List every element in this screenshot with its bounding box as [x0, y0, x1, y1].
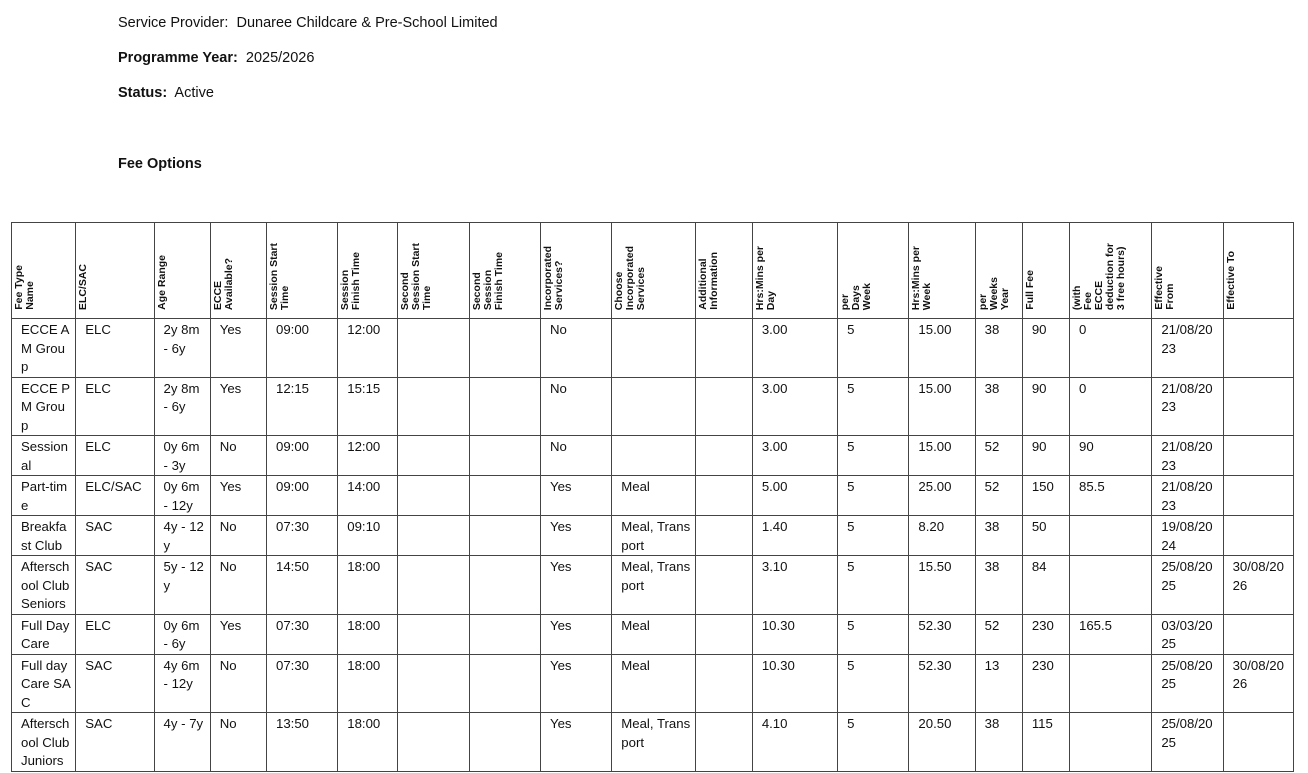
table-cell: 90: [1022, 377, 1069, 436]
column-header-label: per Days Week: [839, 282, 874, 310]
table-cell: [469, 556, 540, 615]
status-value: Active: [174, 85, 214, 101]
table-cell: [1223, 516, 1293, 556]
column-header-label: Hrs:Mins per Week: [910, 245, 934, 310]
table-cell: 8.20: [909, 516, 975, 556]
header-row: [12, 223, 1294, 319]
table-cell: 90: [1070, 436, 1152, 476]
table-cell: No: [210, 436, 266, 476]
table-cell: 0y 6m - 12y: [154, 476, 210, 516]
table-cell: 25.00: [909, 476, 975, 516]
table-cell: 2y 8m - 6y: [154, 319, 210, 378]
column-header: [210, 223, 266, 319]
table-cell: Yes: [210, 377, 266, 436]
table-cell: ELC: [76, 377, 154, 436]
table-cell: Yes: [541, 556, 612, 615]
table-cell: 52: [975, 614, 1022, 654]
table-cell: [695, 436, 752, 476]
table-cell: 90: [1022, 436, 1069, 476]
table-cell: [469, 319, 540, 378]
table-row: [12, 377, 1294, 436]
provider-label: Service Provider:: [118, 15, 229, 31]
table-cell: 09:00: [266, 476, 337, 516]
table-row: [12, 614, 1294, 654]
column-header-label: Session Finish Time: [339, 251, 363, 310]
status-line: [118, 85, 214, 101]
column-header-label: Second Session Finish Time: [470, 251, 505, 310]
table-cell: [398, 654, 469, 713]
fee-options-table: [11, 222, 1294, 772]
column-header: [266, 223, 337, 319]
table-cell: SAC: [76, 713, 154, 772]
table-cell: 09:10: [338, 516, 398, 556]
table-cell: 4.10: [752, 713, 837, 772]
table-row: [12, 319, 1294, 378]
table-cell: 90: [1022, 319, 1069, 378]
table-row: [12, 436, 1294, 476]
table-cell: 12:15: [266, 377, 337, 436]
table-cell: [612, 319, 695, 378]
table-cell: 150: [1022, 476, 1069, 516]
table-cell: [398, 713, 469, 772]
table-cell: Meal, Transport: [612, 713, 695, 772]
table-cell: ELC: [76, 436, 154, 476]
table-cell: [398, 556, 469, 615]
table-cell: 38: [975, 319, 1022, 378]
table-cell: 12:00: [338, 436, 398, 476]
table-cell: Yes: [210, 476, 266, 516]
table-cell: [1070, 556, 1152, 615]
table-cell: No: [210, 516, 266, 556]
table-cell: 165.5: [1070, 614, 1152, 654]
column-header-label: Fee Type Name: [13, 265, 36, 310]
table-cell: 13:50: [266, 713, 337, 772]
table-cell: 5: [838, 713, 909, 772]
table-cell: 07:30: [266, 614, 337, 654]
table-cell: 0y 6m - 3y: [154, 436, 210, 476]
column-header: [838, 223, 909, 319]
table-cell: 21/08/2023: [1152, 476, 1223, 516]
table-cell: Yes: [541, 654, 612, 713]
table-cell: [469, 516, 540, 556]
table-cell: Sessional: [12, 436, 76, 476]
table-cell: No: [210, 713, 266, 772]
table-cell: Afterschool Club Juniors: [12, 713, 76, 772]
table-cell: [695, 713, 752, 772]
table-cell: 21/08/2023: [1152, 319, 1223, 378]
table-cell: 0: [1070, 377, 1152, 436]
column-header-label: Additional Information: [696, 252, 720, 310]
table-cell: 25/08/2025: [1152, 556, 1223, 615]
table-cell: 3.10: [752, 556, 837, 615]
column-header-label: Full Fee: [1023, 270, 1036, 310]
table-cell: 21/08/2023: [1152, 377, 1223, 436]
table-cell: No: [210, 556, 266, 615]
table-cell: 07:30: [266, 516, 337, 556]
table-body: [12, 319, 1294, 772]
table-cell: 38: [975, 556, 1022, 615]
column-header: [752, 223, 837, 319]
table-cell: Yes: [210, 319, 266, 378]
status-label: Status:: [118, 85, 168, 101]
service-provider-line: [118, 15, 498, 31]
table-cell: 5: [838, 556, 909, 615]
table-cell: 3.00: [752, 436, 837, 476]
table-cell: 18:00: [338, 556, 398, 615]
table-cell: [469, 614, 540, 654]
column-header-label: ELC/SAC: [77, 263, 90, 310]
provider-value: Dunaree Childcare & Pre-School Limited: [236, 15, 498, 31]
table-cell: [695, 377, 752, 436]
column-header: [154, 223, 210, 319]
table-cell: ELC/SAC: [76, 476, 154, 516]
table-cell: [1223, 436, 1293, 476]
table-cell: 18:00: [338, 614, 398, 654]
table-cell: Meal, Transport: [612, 556, 695, 615]
column-header-label: Session Start Time: [267, 242, 291, 310]
table-cell: [1223, 713, 1293, 772]
year-label: Programme Year:: [118, 50, 238, 66]
table-cell: 5: [838, 476, 909, 516]
table-cell: 15:15: [338, 377, 398, 436]
column-header: [469, 223, 540, 319]
column-header-label: Age Range: [155, 255, 168, 310]
column-header: [12, 223, 76, 319]
table-cell: 5.00: [752, 476, 837, 516]
column-header: [338, 223, 398, 319]
table-cell: [695, 516, 752, 556]
table-cell: 52.30: [909, 614, 975, 654]
column-header-label: Incorporated Services?: [542, 245, 566, 310]
section-title: Fee Options: [118, 156, 202, 172]
table-cell: No: [541, 436, 612, 476]
table-cell: 14:50: [266, 556, 337, 615]
table-cell: ECCE AM Group: [12, 319, 76, 378]
table-cell: 13: [975, 654, 1022, 713]
table-cell: Meal: [612, 476, 695, 516]
table-cell: Breakfast Club: [12, 516, 76, 556]
table-cell: [1223, 614, 1293, 654]
column-header: [695, 223, 752, 319]
column-header: [1152, 223, 1223, 319]
table-cell: [612, 436, 695, 476]
table-cell: [1223, 377, 1293, 436]
column-header: [1223, 223, 1293, 319]
table-cell: Meal: [612, 654, 695, 713]
programme-year-line: [118, 50, 314, 66]
table-cell: 21/08/2023: [1152, 436, 1223, 476]
table-cell: Meal, Transport: [612, 516, 695, 556]
table-cell: 1.40: [752, 516, 837, 556]
table-cell: 18:00: [338, 713, 398, 772]
table-cell: [695, 319, 752, 378]
table-cell: 52.30: [909, 654, 975, 713]
table-cell: Full Day Care: [12, 614, 76, 654]
table-cell: 38: [975, 516, 1022, 556]
column-header-label: per Weeks Year: [976, 276, 1011, 310]
column-header: [398, 223, 469, 319]
table-cell: 38: [975, 377, 1022, 436]
table-cell: 09:00: [266, 319, 337, 378]
table-cell: Yes: [541, 476, 612, 516]
table-cell: 07:30: [266, 654, 337, 713]
table-row: [12, 476, 1294, 516]
column-header: [1022, 223, 1069, 319]
table-cell: [695, 614, 752, 654]
table-row: [12, 713, 1294, 772]
column-header-label: Choose Incorporated Services: [613, 245, 648, 310]
table-cell: 12:00: [338, 319, 398, 378]
column-header: [76, 223, 154, 319]
table-cell: 115: [1022, 713, 1069, 772]
table-cell: [695, 654, 752, 713]
table-cell: [1070, 654, 1152, 713]
table-cell: [398, 319, 469, 378]
table-cell: [398, 377, 469, 436]
table-cell: 25/08/2025: [1152, 654, 1223, 713]
year-value: 2025/2026: [245, 50, 315, 66]
table-cell: 3.00: [752, 377, 837, 436]
table-cell: [695, 556, 752, 615]
table-cell: [1070, 713, 1152, 772]
table-cell: 19/08/2024: [1152, 516, 1223, 556]
table-cell: Yes: [541, 516, 612, 556]
table-cell: Yes: [541, 713, 612, 772]
table-cell: 20.50: [909, 713, 975, 772]
table-cell: No: [210, 654, 266, 713]
table-cell: 50: [1022, 516, 1069, 556]
table-cell: 4y - 12y: [154, 516, 210, 556]
column-header: [541, 223, 612, 319]
table-cell: [398, 436, 469, 476]
table-cell: 2y 8m - 6y: [154, 377, 210, 436]
table-cell: [469, 377, 540, 436]
table-cell: [695, 476, 752, 516]
table-cell: [1223, 476, 1293, 516]
table-cell: 10.30: [752, 614, 837, 654]
table-cell: 4y 6m - 12y: [154, 654, 210, 713]
table-cell: 52: [975, 476, 1022, 516]
column-header: [909, 223, 975, 319]
table-cell: [469, 436, 540, 476]
table-cell: SAC: [76, 654, 154, 713]
table-cell: 3.00: [752, 319, 837, 378]
table-cell: [398, 476, 469, 516]
column-header: [975, 223, 1022, 319]
table-cell: Yes: [541, 614, 612, 654]
column-header-label: Hrs:Mins per Day: [753, 245, 777, 310]
table-cell: 03/03/2025: [1152, 614, 1223, 654]
table-cell: 5y - 12y: [154, 556, 210, 615]
table-cell: 5: [838, 377, 909, 436]
column-header: [612, 223, 695, 319]
table-row: [12, 556, 1294, 615]
table-cell: No: [541, 377, 612, 436]
table-cell: 09:00: [266, 436, 337, 476]
table-row: [12, 516, 1294, 556]
column-header-label: (with Fee ECCE deduction for 3 free hours): [1071, 242, 1127, 310]
table-cell: Afterschool Club Seniors: [12, 556, 76, 615]
table-cell: 0: [1070, 319, 1152, 378]
table-cell: 10.30: [752, 654, 837, 713]
table-cell: 52: [975, 436, 1022, 476]
column-header-label: Effective To: [1224, 251, 1237, 310]
table-cell: 230: [1022, 654, 1069, 713]
table-cell: [469, 654, 540, 713]
table-cell: ELC: [76, 614, 154, 654]
table-cell: ECCE PM Group: [12, 377, 76, 436]
table-cell: 5: [838, 654, 909, 713]
table-cell: [612, 377, 695, 436]
table-cell: 5: [838, 614, 909, 654]
table-cell: 85.5: [1070, 476, 1152, 516]
table-cell: Full day Care SAC: [12, 654, 76, 713]
table-cell: 15.00: [909, 436, 975, 476]
table-cell: 0y 6m - 6y: [154, 614, 210, 654]
table-cell: 18:00: [338, 654, 398, 713]
table-cell: 15.00: [909, 377, 975, 436]
table-row: [12, 654, 1294, 713]
table-cell: 30/08/2026: [1223, 556, 1293, 615]
column-header-label: Second Session Start Time: [399, 242, 434, 310]
table-cell: SAC: [76, 556, 154, 615]
table-cell: [398, 614, 469, 654]
table-cell: [469, 713, 540, 772]
table-cell: SAC: [76, 516, 154, 556]
table-cell: 4y - 7y: [154, 713, 210, 772]
column-header: [1070, 223, 1152, 319]
table-cell: 5: [838, 436, 909, 476]
table-cell: 15.00: [909, 319, 975, 378]
table-cell: 38: [975, 713, 1022, 772]
table-cell: 5: [838, 319, 909, 378]
table-cell: [398, 516, 469, 556]
table-cell: Yes: [210, 614, 266, 654]
table-cell: ELC: [76, 319, 154, 378]
table-cell: Part-time: [12, 476, 76, 516]
table-cell: Meal: [612, 614, 695, 654]
table-cell: No: [541, 319, 612, 378]
table-cell: 25/08/2025: [1152, 713, 1223, 772]
table-cell: 14:00: [338, 476, 398, 516]
table-cell: 230: [1022, 614, 1069, 654]
table-cell: 15.50: [909, 556, 975, 615]
table-cell: [469, 476, 540, 516]
table-cell: [1070, 516, 1152, 556]
column-header-label: Effective From: [1153, 266, 1177, 310]
table-cell: 84: [1022, 556, 1069, 615]
table-cell: 30/08/2026: [1223, 654, 1293, 713]
column-header-label: ECCE Available?: [211, 257, 235, 310]
table-cell: [1223, 319, 1293, 378]
table-cell: 5: [838, 516, 909, 556]
